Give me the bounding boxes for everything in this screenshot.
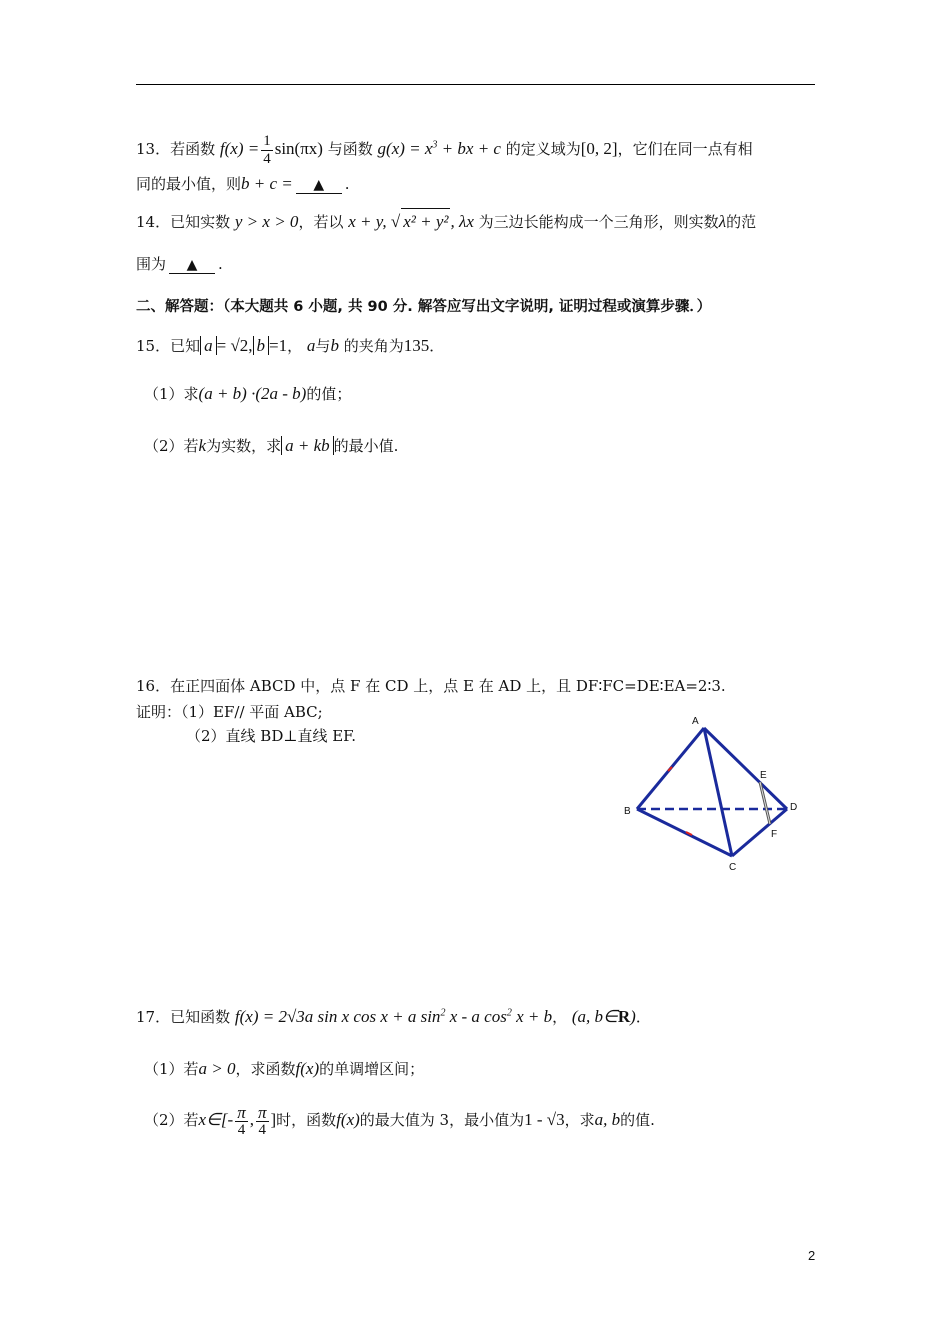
question-15-part1: （1）求(a + b) ·(2a - b)的值； <box>144 384 352 403</box>
tetrahedron-diagram <box>622 712 807 872</box>
question-17-part2: （2）若x∈[- $\frac{\pi}{4}$ , $\frac{\pi}{4}$ ]时，函数f(x)的最大值为 3，最小值为1 - √3，求a, b的值. <box>144 1102 655 1138</box>
g-definition: $g(x) = x^3$ + bx + c <box>377 139 501 158</box>
label-e: E <box>760 770 767 781</box>
question-13: 13．若函数 f(x) = $\frac{1}{4}$ sin(πx) 与函数 $g(x) = x^3$ + bx + c 的定义域为[0, 2]，它们在同一点有相 <box>136 132 753 167</box>
fraction-one-quarter: $\frac{1}{4}$ <box>263 132 271 167</box>
function-definition-17: f(x) = 2√3a sin x cos x + a $\sin^2 x$ - a $\cos^2 x + b$ <box>234 1007 553 1026</box>
label-d: D <box>790 802 798 813</box>
label-f: F <box>771 829 778 840</box>
label-b: B <box>624 806 631 817</box>
label-c: C <box>729 862 737 872</box>
question-14-line2: 围为 ▲ . <box>136 255 223 273</box>
question-13-line2: 同的最小值，则b + c = ▲ . <box>136 174 350 193</box>
header-rule <box>136 84 815 85</box>
edge-ad <box>704 728 787 809</box>
question-16-proof-2: （2）直线 BD⊥直线 EF. <box>186 727 357 745</box>
tick-ab <box>668 767 672 771</box>
section-heading: 二、解答题：（本大题共 6 小题, 共 90 分. 解答应写出文字说明, 证明过程或演算步骤．） <box>136 299 712 315</box>
answer-blank-13: ▲ <box>296 177 342 194</box>
edge-bc <box>637 809 732 856</box>
question-17: 17．已知函数 f(x) = 2√3a sin x cos x + a $\sin^2 x$ - a $\cos^2 x + b$， (a, b∈R)． <box>136 1007 651 1026</box>
fraction-pi-over-4-b: $\frac{\pi}{4}$ <box>257 1102 267 1138</box>
edge-ac <box>704 728 732 856</box>
answer-blank-14: ▲ <box>169 257 215 274</box>
page-number: 2 <box>808 1248 816 1263</box>
question-16-proof-1: 证明：（1）EF// 平面 ABC; <box>136 703 323 721</box>
fraction-pi-over-4: $\frac{\pi}{4}$ <box>237 1102 246 1138</box>
label-a: A <box>692 716 699 727</box>
question-15-part2: （2）若k为实数，求 a + kb 的最小值. <box>144 436 399 455</box>
question-15: 15．已知 a = √2, b =1， a与b 的夹角为135． <box>136 336 445 355</box>
question-17-part1: （1）若a > 0，求函数f(x)的单调增区间； <box>144 1059 425 1078</box>
edge-cd <box>732 809 787 856</box>
triangle-sides: x + y, √ x² + y² , λx <box>348 212 474 231</box>
question-14: 14．已知实数 y > x > 0，若以 x + y, √ x² + y² , λx 为三边长能构成一个三角形，则实数λ的范 <box>136 208 756 235</box>
f-definition-lhs: f(x) = <box>219 139 260 158</box>
question-16: 16．在正四面体 ABCD 中，点 F 在 CD 上，点 E 在 AD 上，且 DF∶FC=DE∶EA=2∶3. <box>136 677 726 695</box>
